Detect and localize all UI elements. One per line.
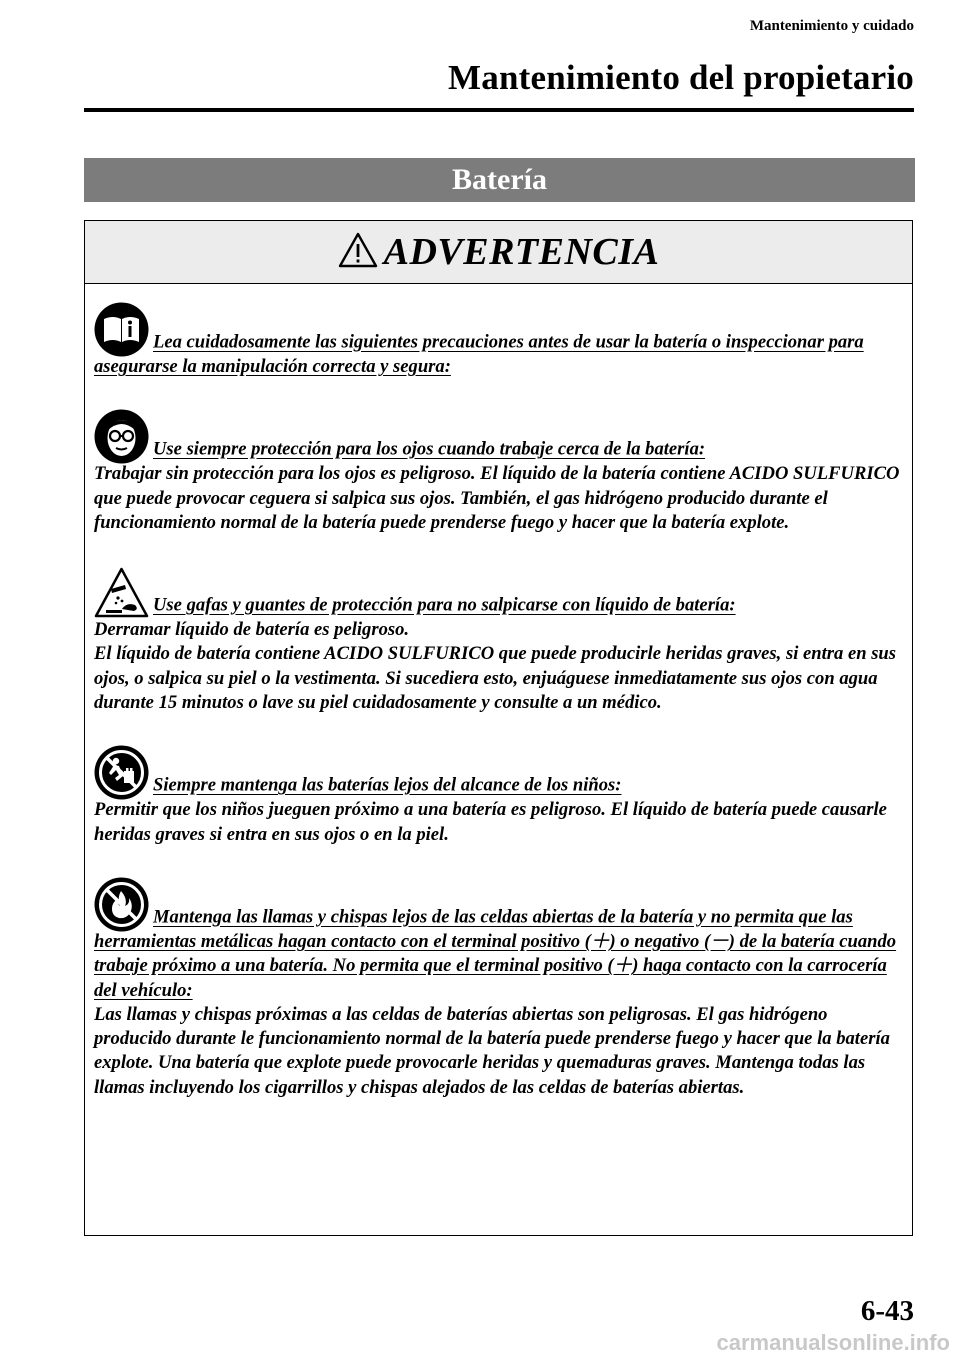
warning-item-acid: [94, 565, 904, 715]
header-title: Mantenimiento del propietario: [448, 58, 914, 97]
warning-body-text: Permitir que los niños jueguen próximo a una batería es peligroso. El líquido de batería puede causarle heridas graves si entra en sus ojos o en la piel.: [94, 799, 887, 845]
warning-item-eye-protection: [94, 409, 904, 535]
warning-heading: Mantenga las llamas y chispas lejos de las celdas abiertas de la batería y no permita que las herramientas metálicas hagan contacto con el terminal positivo (＋) o negativo (－) de la batería cuando trabaje próximo a una batería. No permita que el terminal positivo (＋) haga contacto con la carrocería del vehículo:: [94, 906, 897, 1001]
warning-body: [85, 284, 912, 1100]
manual-icon: [94, 302, 149, 357]
warning-item-children: [94, 745, 904, 847]
warning-heading: Use gafas y guantes de protección para no salpicarse con líquido de batería:: [153, 594, 736, 616]
warning-item-manual: [94, 302, 904, 379]
warning-heading: Siempre mantenga las baterías lejos del alcance de los niños:: [153, 775, 622, 797]
warning-item-flames: [94, 877, 904, 1100]
warning-triangle-icon: [338, 232, 378, 273]
header-rule: [84, 108, 914, 112]
section-title: Batería: [84, 158, 915, 202]
warning-heading: Lea cuidadosamente las siguientes precauciones antes de usar la batería o inspeccionar para asegurarse la manipulación correcta y segura:: [94, 331, 864, 377]
no-flames-icon: [94, 877, 149, 932]
header-section: Mantenimiento y cuidado: [749, 18, 914, 34]
warning-header: [85, 221, 912, 284]
watermark: carmanualsonline.info: [716, 1330, 950, 1355]
warning-body-text: Trabajar sin protección para los ojos es peligroso. El líquido de la batería contiene ACIDO SULFURICO que puede provocar ceguera si salpica sus ojos. También, el gas hidrógeno producido durante el funcionamiento normal de la batería puede prenderse fuego y hacer que la batería explote.: [94, 463, 900, 533]
acid-warning-icon: [94, 565, 149, 620]
eye-protection-icon: [94, 409, 149, 464]
keep-children-away-icon: [94, 745, 149, 800]
warning-box: [84, 220, 913, 1236]
warning-body-text: Derramar líquido de batería es peligroso. El líquido de batería contiene ACIDO SULFURICO que puede producirle heridas graves, si entra en sus ojos, o salpica su piel o la vestimenta. Si sucediera esto, enjuáguese inmediatamente sus ojos con agua durante 15 minutos o lave su piel cuidadosamente y consulte a un médico.: [94, 619, 897, 714]
warning-heading: Use siempre protección para los ojos cuando trabaje cerca de la batería:: [153, 439, 706, 460]
warning-body-text: Las llamas y chispas próximas a las celdas de baterías abiertas son peligrosas. El gas hidrógeno producido durante le funcionamiento normal de la batería puede prenderse fuego y hacer que la batería explote. Una batería que explote puede provocarle heridas y quemaduras graves. Mantenga todas las llamas incluyendo los cigarrillos y chispas alejados de las celdas de baterías abiertas.: [94, 1003, 890, 1098]
page-number: 6-43: [860, 1295, 914, 1327]
warning-title: ADVERTENCIA: [383, 231, 660, 273]
